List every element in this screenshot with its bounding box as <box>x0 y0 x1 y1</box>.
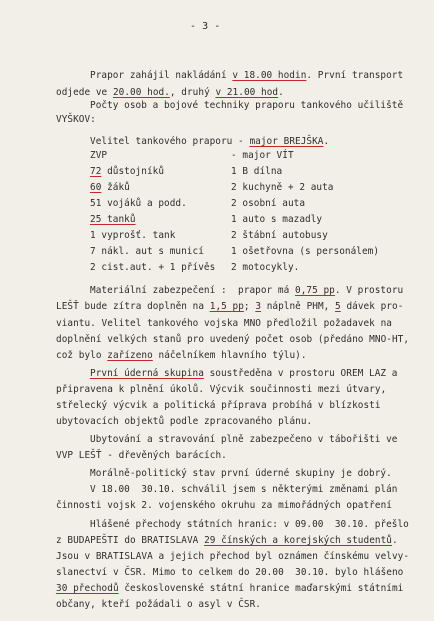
text-line: slanectví v ČSR. Mimo to celkem do 20.00 30.10. bylo hlášeno <box>56 567 404 578</box>
text-line: Jsou v BRATISLAVA a jejich přechod byl oznámen čínskému velvy- <box>56 551 410 562</box>
list-right: 1 B dílna <box>231 166 283 177</box>
text-line: z BUDAPEŠTI do BRATISLAVA 29 čínských a korejských studentů. <box>56 535 398 546</box>
list-right: 2 motocykly. <box>231 262 300 273</box>
text-line: VVP LEŠŤ - dřevěných barácích. <box>56 450 227 461</box>
text-line: odjede ve 20.00 hod., druhý v 21.00 hod. <box>56 87 284 98</box>
text-line: Ubytování a stravování plně zabezpečeno v tábořišti ve <box>90 434 398 445</box>
text-line: doplnění velkých stanů pro uvedený počet osob (předáno MNO-HT, <box>56 334 410 345</box>
list-left: 1 vyprošť. tank <box>90 230 176 241</box>
list-right: 2 štábní autobusy <box>231 230 328 241</box>
text-line: Morálně-politický stav první úderné skupiny je dobrý. <box>90 468 392 479</box>
text-line: střelecký výcvik a politická příprava probíhá v blízkosti <box>56 400 381 411</box>
page-number: - 3 - <box>190 21 221 32</box>
list-right: 2 osobní auta <box>231 198 306 209</box>
text-line: občany, kteří požádali o asyl v ČSR. <box>56 599 261 610</box>
list-left: 2 cist.aut. + 1 přívěs <box>90 262 216 273</box>
list-left: 60 žáků <box>90 182 130 193</box>
text-line: Prapor zahájil nakládání v 18.00 hodin. První transport <box>90 70 404 81</box>
text-line: VYŠKOV: <box>56 114 96 125</box>
text-line: První úderná skupina soustředěna v prostoru OREM LAZ a <box>90 368 398 379</box>
list-right: 1 auto s mazadly <box>231 214 323 225</box>
text-line: Velitel tankového praporu - major BREJŠKA. <box>90 136 330 147</box>
list-right: - major VÍT <box>231 150 294 161</box>
text-line: Hlášené přechody státních hranic: v 09.00 30.10. přešlo <box>90 519 409 530</box>
text-line: 30 přechodů československé státní hranice maďarskými státními <box>56 583 404 594</box>
text-line: činnosti vojsk 2. vojenského okruhu za mimořádných opatření <box>56 500 392 511</box>
list-left: 51 vojáků a podd. <box>90 198 187 209</box>
list-right: 2 kuchyně + 2 auta <box>231 182 334 193</box>
text-line: V 18.00 30.10. schválil jsem s některými změnami plán <box>90 484 398 495</box>
list-right: 1 ošetřovna (s personálem) <box>231 246 380 257</box>
text-line: Materiální zabezpečení : prapor má 0,75 pp. V prostoru <box>90 285 404 296</box>
list-left: 7 nákl. aut s municí <box>90 246 204 257</box>
list-left: 72 důstojníků <box>90 166 165 177</box>
text-line: což bylo zařízeno náčelníkem hlavního týlu). <box>56 350 307 361</box>
text-line: LEŠŤ bude zítra doplněn na 1,5 pp; 3 náplně PHM, 5 dávek pro- <box>56 301 404 312</box>
text-line: Počty osob a bojové techniky praporu tankového učiliště <box>90 100 404 111</box>
list-left: ZVP <box>90 150 108 161</box>
text-line: ubytovacích objektů podle zpracovaného plánu. <box>56 416 313 427</box>
text-line: viantu. Velitel tankového vojska MNO předložil požadavek na <box>56 318 392 329</box>
text-line: připravena k plnění úkolů. Výcvik součinnosti mezi útvary, <box>56 384 387 395</box>
list-left: 25 tanků <box>90 214 136 225</box>
